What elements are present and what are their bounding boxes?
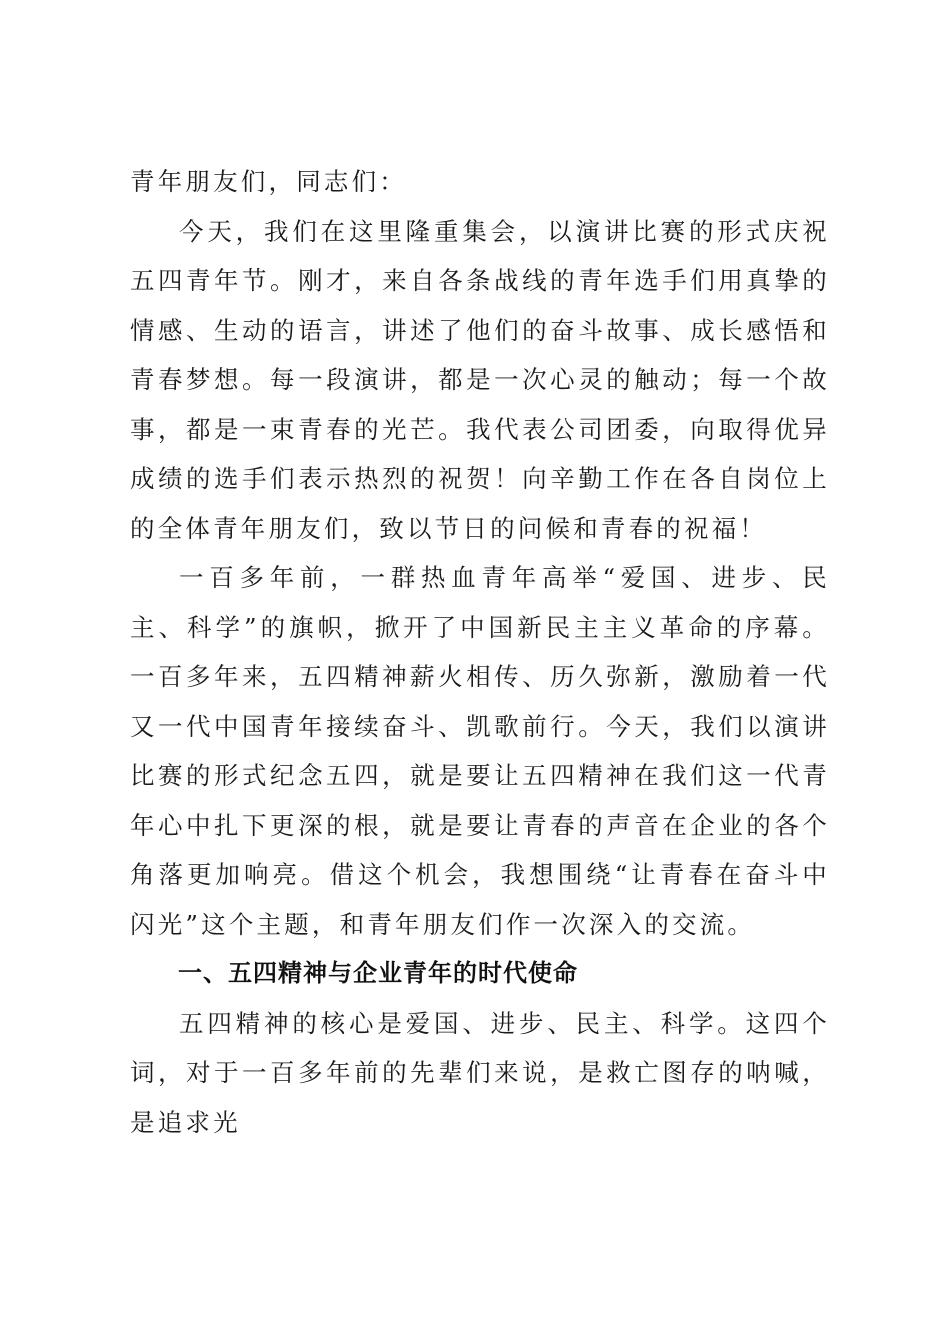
paragraph-section-one: 五四精神的核心是爱国、进步、民主、科学。这四个词，对于一百多年前的先辈们来说，是救亡图存的呐喊，是追求光 (130, 1008, 830, 1137)
paragraph-celebration: 今天，我们在这里隆重集会，以演讲比赛的形式庆祝五四青年节。刚才，来自各条战线的青年选手们用真挚的情感、生动的语言，讲述了他们的奋斗故事、成长感悟和青春梦想。每一段演讲，都是一次心灵的触动；每一个故事，都是一束青春的光芒。我代表公司团委，向取得优异成绩的选手们表示热烈的祝贺！向辛勤工作在各自岗位上的全体青年朋友们，致以节日的问候和青春的祝福！ (130, 216, 830, 543)
salutation: 青年朋友们，同志们： (130, 167, 407, 196)
section-heading: 一、五四精神与企业青年的时代使命 (178, 959, 578, 987)
paragraph-history: 一百多年前，一群热血青年高举“爱国、进步、民主、科学”的旗帜，掀开了中国新民主主义革命的序幕。一百多年来，五四精神薪火相传、历久弥新，激励着一代又一代中国青年接续奋斗、凯歌前行。今天，我们以演讲比赛的形式纪念五四，就是要让五四精神在我们这一代青年心中扎下更深的根，就是要让青春的声音在企业的各个角落更加响亮。借这个机会，我想围绕“让青春在奋斗中闪光”这个主题，和青年朋友们作一次深入的交流。 (130, 563, 830, 939)
document-body (130, 157, 830, 1147)
